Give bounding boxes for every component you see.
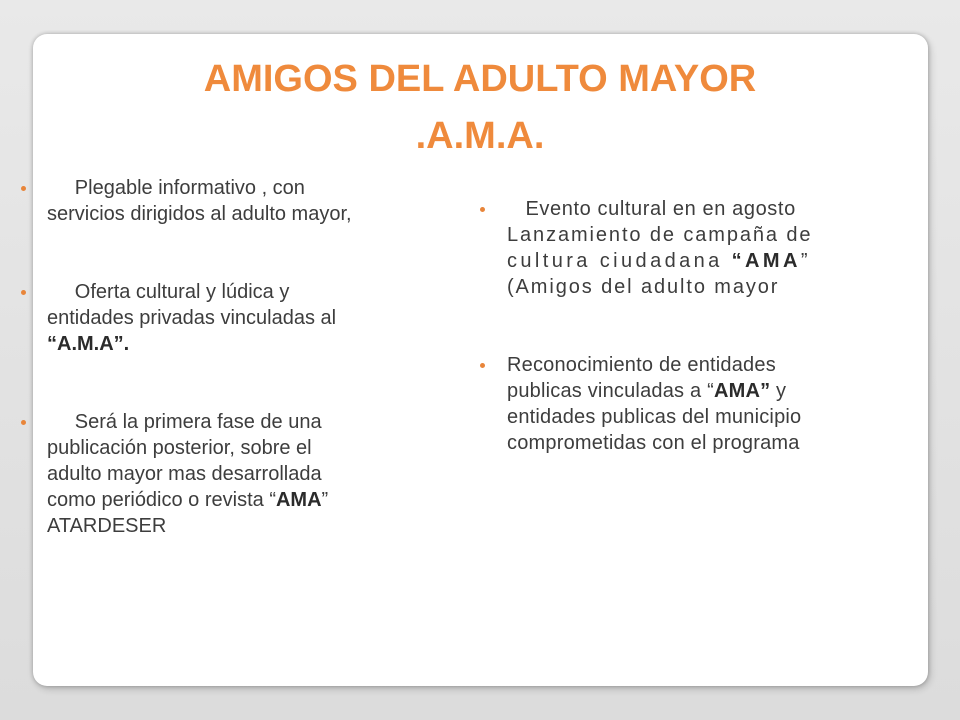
- bullet-text: publicas vinculadas a “: [507, 380, 714, 402]
- bullet-text: Reconocimiento de entidades: [507, 354, 776, 376]
- bullet-text: Plegable informativo , con: [74, 177, 305, 199]
- bullet-text: (Amigos del adulto mayor: [507, 276, 780, 298]
- bullet-text: Evento cultural en en agosto: [525, 198, 796, 220]
- list-item: [47, 409, 467, 539]
- bullet-text-bold: “AMA: [731, 250, 801, 272]
- bullet-text: Será la primera fase de una: [74, 411, 322, 433]
- bullet-text: cultura ciudadana: [507, 250, 732, 272]
- bullet-text: servicios dirigidos al adulto mayor,: [47, 203, 352, 225]
- slide-title-line2: .A.M.A.: [415, 115, 545, 157]
- left-bullet-list: [47, 175, 467, 539]
- list-item: [47, 279, 467, 357]
- bullet-text: publicación posterior, sobre el: [47, 437, 312, 459]
- bullet-text: comprometidas con el programa: [507, 432, 800, 454]
- bullet-text: entidades privadas vinculadas al: [47, 307, 337, 329]
- right-bullet-list: [507, 196, 905, 456]
- bullet-text: adulto mayor mas desarrollada: [47, 463, 322, 485]
- bullet-dot-icon: [480, 207, 485, 212]
- bullet-text-bold: AMA: [275, 489, 322, 511]
- bullet-dot-icon: [21, 420, 26, 425]
- bullet-dot-icon: [21, 186, 26, 191]
- slide-title-line1: AMIGOS DEL ADULTO MAYOR: [203, 58, 757, 100]
- bullet-dot-icon: [21, 290, 26, 295]
- list-item: [507, 352, 905, 456]
- bullet-text: y: [770, 380, 787, 402]
- bullet-dot-icon: [480, 363, 485, 368]
- list-item: [507, 196, 905, 300]
- bullet-text: ”: [800, 250, 811, 272]
- list-item: [47, 175, 467, 227]
- bullet-text: ATARDESER: [47, 515, 167, 537]
- bullet-text-bold: AMA”: [713, 380, 771, 402]
- bullet-text: como periódico o revista “: [47, 489, 276, 511]
- bullet-text: ”: [321, 489, 329, 511]
- bullet-text: entidades publicas del municipio: [507, 406, 802, 428]
- bullet-text: Oferta cultural y lúdica y: [74, 281, 290, 303]
- bullet-text-bold: “A.M.A”.: [47, 333, 130, 355]
- left-column: [47, 175, 467, 539]
- right-column: [507, 196, 905, 456]
- bullet-text: Lanzamiento de campaña de: [507, 224, 813, 246]
